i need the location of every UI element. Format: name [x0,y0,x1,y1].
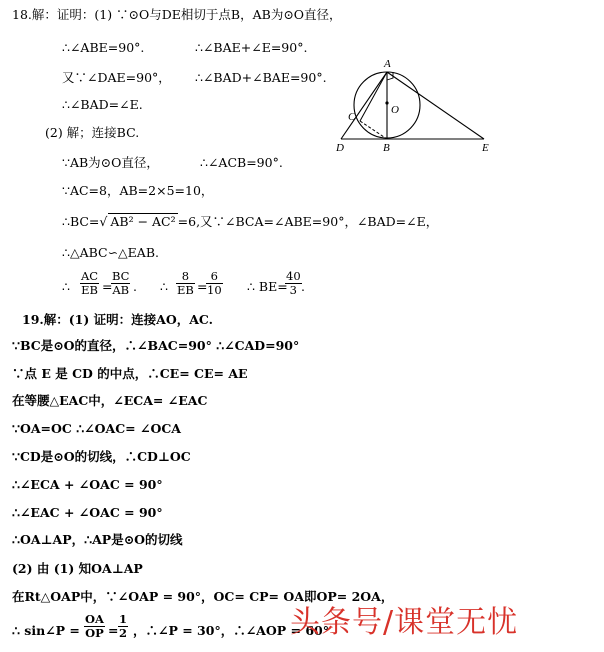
q18-line-4: 又∵∠DAE=90°， [62,70,171,85]
frac-den: EB [177,283,194,297]
label-b: B [383,142,390,154]
label-a: A [384,58,391,70]
q18-line-5: ∴∠BAD+∠BAE=90°. [195,70,327,85]
period: . [133,279,137,294]
q18-line-7: (2) 解；连接BC. [45,125,140,140]
fraction-40-3 [285,270,302,297]
q19-line-7: ∴∠ECA + ∠OAC = 90° [12,477,163,492]
q18-line-9: ∴∠ACB=90°. [200,155,283,170]
sqrt-sign: √ [99,214,108,229]
q19-line-3: ∵点 E 是 CD 的中点，∴CE= CE= AE [12,366,248,381]
fraction-6-10 [206,270,223,297]
frac-num: OA [85,612,104,626]
segment-cb-dashed [360,121,387,139]
q19-line-10: (2) 由 (1) 知OA⊥AP [12,561,143,576]
fraction-8-eb [176,270,195,297]
q18-line-11 [62,213,438,230]
frac-num: 40 [286,269,301,283]
q18-line-11-start: ∴BC= [62,214,100,229]
frac-den: 3 [289,283,297,297]
frac-den: 10 [207,283,222,297]
q18-line-10: ∵AC=8，AB=2×5=10， [62,183,214,198]
q19-line-6: ∵CD是⊙O的切线，∴CD⊥OC [12,449,191,464]
q19-line-12-start: ∴ sin∠P = [12,623,80,638]
q19-line-4: 在等腰△EAC中，∠ECA= ∠EAC [12,393,208,408]
q19-line-11: 在Rt△OAP中，∵∠OAP = 90°，OC= CP= OA即OP= 2OA， [12,589,394,604]
frac-num: 6 [206,270,223,284]
q19-line-1: 19.解：(1) 证明：连接AO，AC. [22,312,213,327]
label-d: D [336,142,344,154]
q18-line-1: 18.解：证明：(1) ∵⊙O与DE相切于点B，AB为⊙O直径， [12,7,342,22]
q18-line-3: ∴∠BAE+∠E=90°. [195,40,308,55]
label-o: O [391,104,399,116]
q18-line-12: ∴△ABC∽△EAB. [62,245,159,260]
q19-line-8: ∴∠EAC + ∠OAC = 90° [12,505,163,520]
equals-sign: = [197,279,208,294]
fraction-oa-op [84,613,105,640]
frac-num: BC [112,269,130,283]
geometry-diagram [333,52,503,154]
frac-den: 2 [119,626,128,640]
segment-ac [360,72,387,121]
frac-num: AC [81,269,99,283]
frac-den: OP [85,626,104,640]
therefore-3: ∴ BE= [247,279,288,294]
equals-sign: = [102,279,113,294]
fraction-bc-ab [111,270,130,297]
period: . [301,279,305,294]
q19-line-2: ∵BC是⊙O的直径，∴∠BAC=90° ∴∠CAD=90° [12,338,300,353]
q18-line-8: ∵AB为⊙O直径， [62,155,159,170]
sqrt-radicand: AB² − AC² [110,214,176,229]
q19-line-5: ∵OA=OC ∴∠OAC= ∠OCA [12,421,182,436]
q18-line-6: ∴∠BAD=∠E. [62,97,143,112]
therefore-2: ∴ [160,279,168,294]
frac-den: EB [81,283,98,297]
label-c: C [348,111,356,123]
label-e: E [482,142,489,154]
q18-line-11-end: =6,又∵∠BCA=∠ABE=90°，∠BAD=∠E， [177,214,439,229]
segment-ae [387,72,484,139]
frac-num: 8 [176,270,195,284]
q19-line-12-end: ，∴∠P = 30°，∴∠AOP = 60° [133,623,329,638]
frac-num: 1 [119,612,128,626]
therefore-1: ∴ [62,279,70,294]
fraction-1-2 [118,613,128,640]
q18-line-2: ∴∠ABE=90°. [62,40,145,55]
frac-den: AB [112,283,130,297]
equals-sign: = [108,623,119,638]
center-dot [385,101,388,104]
fraction-ac-eb [80,270,99,297]
q19-line-9: ∴OA⊥AP，∴AP是⊙O的切线 [12,532,183,547]
watermark-text: 头条号/课堂无忧 [290,605,519,640]
